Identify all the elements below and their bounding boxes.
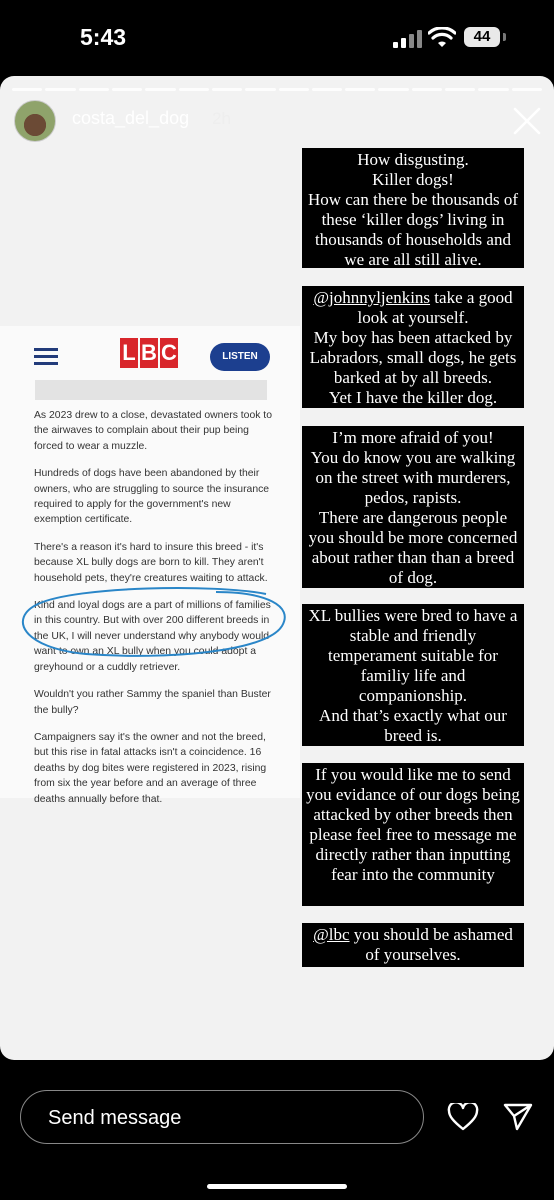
wifi-icon (428, 27, 456, 49)
story-username[interactable]: costa_del_dog (72, 108, 190, 128)
home-indicator (207, 1184, 347, 1189)
article-paragraph: There's a reason it's hard to insure this breed - it's because XL bully dogs are born to kill. They aren't household pets, they're creatures waiting to attack. (34, 541, 268, 584)
avatar[interactable] (14, 100, 56, 142)
article-paragraph: Kind and loyal dogs are a part of millions of families in this country. But with over 200 different breeds in the UK, I will never understand why anybody would want to own an XL bully when you could adopt a greyhound or a cuddly retriever. (34, 600, 271, 673)
story-caption: @lbc you should be ashamed of yourselves. (302, 923, 524, 967)
story-caption: How disgusting. Killer dogs! How can there be thousands of these ‘killer dogs’ living in thousands of households and we are all still alive. (302, 148, 524, 268)
mention-link[interactable]: @lbc (313, 925, 350, 944)
article-screenshot (0, 326, 300, 805)
bottom-bar (0, 1060, 554, 1200)
story-time-ago: 2h (212, 109, 231, 128)
ink-circle-annotation (16, 586, 288, 658)
send-message-placeholder: Send message (48, 1107, 182, 1129)
mention-link[interactable]: @johnnyljenkins (313, 288, 431, 307)
status-bar (0, 0, 554, 76)
story-caption: I’m more afraid of you! You do know you are walking on the street with murderers, pedos, rapists. There are dangerous people you should be more concerned about rather than than a breed of dog. (302, 426, 524, 588)
listen-button: LISTEN (210, 343, 270, 371)
send-icon[interactable] (503, 1103, 533, 1131)
story-card[interactable] (0, 76, 554, 1060)
article-paragraph: Campaigners say it's the owner and not the breed, but this rise in fatal attacks isn't a coincidence. 16 deaths by dog bites were registered in 2023, rising from six the year before and an average of three deaths annually before that. (34, 731, 267, 805)
story-caption: If you would like me to send you evidance of our dogs being attacked by other breeds then please feel free to message me directly rather than inputting fear into the community (302, 763, 524, 906)
story-progress (12, 88, 542, 91)
close-icon[interactable] (512, 106, 542, 136)
article-paragraph: As 2023 drew to a close, devastated owners took to the airwaves to complain about their pup being forced to wear a muzzle. (34, 410, 272, 452)
status-time: 5:43 (80, 24, 127, 50)
article-paragraph: Hundreds of dogs have been abandoned by their owners, who are struggling to source the insurance required to apply for the government's new exemption certificate. (34, 468, 270, 526)
signal-icon (393, 30, 423, 48)
placeholder-bar (35, 380, 267, 400)
battery-cap (503, 33, 506, 41)
story-caption: XL bullies were bred to have a stable and friendly temperament suitable for familiy life and companionship. And that’s exactly what our breed is. (302, 604, 524, 746)
lbc-logo: L B C (120, 338, 178, 368)
story-caption: @johnnyljenkins take a good look at yourself. My boy has been attacked by Labradors, small dogs, he gets barked at by all breeds. Yet I have the killer dog. (302, 286, 524, 408)
send-message-input[interactable] (20, 1090, 424, 1144)
article-paragraph: Wouldn't you rather Sammy the spaniel than Buster the bully? (34, 689, 271, 716)
battery-icon: 44 (464, 27, 500, 47)
hamburger-menu-icon (34, 348, 58, 366)
heart-icon[interactable] (447, 1103, 479, 1131)
